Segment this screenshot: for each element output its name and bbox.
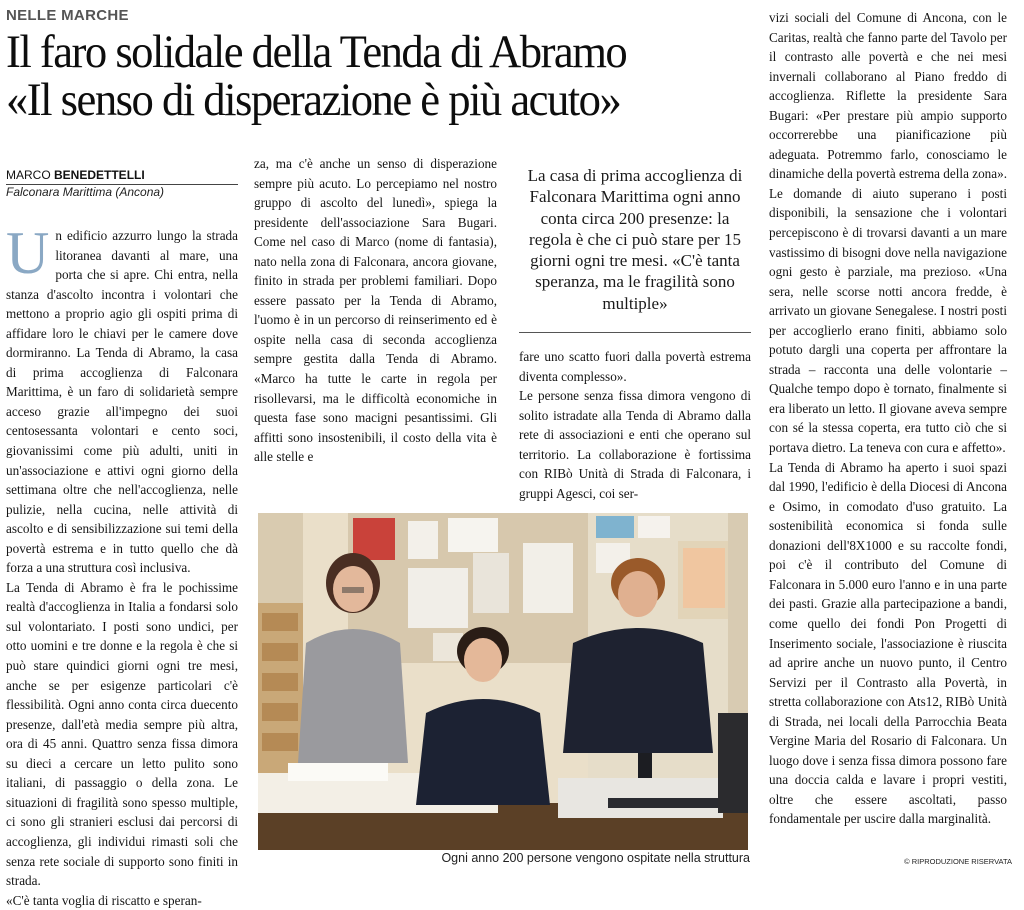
column-paragraph: La Tenda di Abramo ha aperto i suoi spazi dal 1990, l'edificio è della Diocesi di Ancona e Osimo, in comodato d'uso gratuito. La sostenibilità economica si fonda sulle donazioni dell'8X1000 e su raccolte fondi, poi c'è il contributo del Comune di Falconara in 5.000 euro l'anno e in una parte dei pasti. Grazie alla partecipazione a bandi, come quello dei fondi Pon Progetti di Inserimento sociale, l'associazione è riuscita ad aprire anche un nuovo punto, il Centro Servizi per il Contrasto alla Povertà, in stretta collaborazione con Ats12, RIBò Unità di Strada, nei locali della Parrocchia Beata Vergine Maria del Rosario di Falconara. Un luogo dove i senza fissa dimora possono fare una doccia calda e lavare i propri vestiti, oltre che essere ascoltati, passo fondamentale per uscire dalla marginalità. <box>769 459 1007 827</box>
byline-place: Falconara Marittima (Ancona) <box>6 185 165 199</box>
drop-cap: U <box>6 220 50 286</box>
article-column-2 <box>254 154 497 494</box>
column-paragraph: La Tenda di Abramo è fra le pochissime realtà d'accoglienza in Italia a fondarsi solo sul volontariato. I posti sono undici, per otto uomini e tre donne e la regola è che si può stare quindici giorni ogni tre mesi, anche se per esigenze particolari c'è flessibilità. Ogni anno conta circa duecento presenze, dall'età media sempre più altra, ora di 45 anni. Quattro senza fissa dimora su dieci a cercare un letto pulito sono italiani, di passaggio o della zona. Le situazioni di fragilità sono spesso multiple, ci sono gli stranieri esclusi dai percorsi di accoglienza, gli individui rimasti soli che senza rete sociale di supporto sono finiti in strada. <box>6 579 238 889</box>
photo-caption: Ogni anno 200 persone vengono ospitate nella struttura <box>441 851 750 865</box>
article-photo <box>258 513 748 850</box>
column-paragraph: fare uno scatto fuori dalla povertà estrema diventa complesso». <box>519 349 751 384</box>
column-paragraph: Le persone senza fissa dimora vengono di solito istradate alla Tenda di Abramo dalla rete di associazioni e enti che operano sul territorio. La collaborazione è fortissima con RIBò Unità di Strada di Falconara, i gruppi Agesci, coi ser- <box>519 388 751 501</box>
headline-line-1: Il faro solidale della Tenda di Abramo <box>6 26 627 78</box>
article-column-1 <box>6 220 238 908</box>
column-paragraph: za, ma c'è anche un senso di disperazione sempre più acuto. Lo percepiamo nel nostro gruppo di ascolto del lunedì», spiega la presidente dell'associazione Sara Bugari. Come nel caso di Marco (nome di fantasia), nato nella zona di Falconara, ancora giovane, finito in strada per problemi familiari. Dopo essere passato per la Tenda di Abramo, l'uomo è in un percorso di reinserimento ed è ospite nella casa di seconda accoglienza sempre gestita dalla Tenda di Abramo. «Marco ha tutte le carte in regola per risollevarsi, ma le difficoltà economiche in questa fase sono macigni pesantissimi. Gli affitti sono insostenibili, il costo della vita è alle stelle e <box>254 156 497 465</box>
author-last-name: BENEDETTELLI <box>54 168 145 182</box>
section-kicker: NELLE MARCHE <box>6 7 129 24</box>
copyright-notice: © RIPRODUZIONE RISERVATA <box>904 857 1012 866</box>
byline-author <box>6 168 145 182</box>
headline-line-2: «Il senso di disperazione è più acuto» <box>6 74 621 126</box>
column-paragraph: «C'è tanta voglia di riscatto e speran- <box>6 892 202 908</box>
column-paragraph: n edificio azzurro lungo la strada litoranea davanti al mare, una porta che si apre. Chi entra, nella stanza d'ascolto incontra i volontari che mettono a proprio agio gli ospiti prima di affidare loro le chiavi per le camere dove dormiranno. La Tenda di Abramo, la casa di prima accoglienza di Falconara Marittima, è un faro di solidarietà sempre acceso grazie all'impegno dei suoi centosessanta volontari e cento soci, giovanissimi come più adulti, uniti in un'associazione e attivi ogni giorno della settimana oltre che nell'accoglienza, nelle pulizie, nella cucina, nelle attività di ascolto e di sensibilizzazione sui temi della povertà estrema e in tutto quello che dà forza a una struttura così inclusiva. <box>6 228 238 576</box>
pull-quote: La casa di prima accoglienza di Falconara Marittima ogni anno conta circa 200 presenze: la regola è che ci può stare per 15 giorni ogni tre mesi. «C'è tanta speranza, ma le fragilità sono multiple» <box>527 166 743 313</box>
pull-quote-divider <box>519 332 751 333</box>
article-column-4 <box>769 8 1007 830</box>
headline <box>6 28 723 124</box>
column-paragraph: vizi sociali del Comune di Ancona, con le Caritas, realtà che fanno parte del Tavolo per il contrasto alle povertà e che nei mesi invernali collaborano al Piano freddo di accoglienza. Riflette la presidente Sara Bugari: «Per prestare più ampio supporto occorrerebbe una pianificazione più adeguata. Potremmo farlo, conosciamo le dinamiche della povertà estrema della zona». Le domande di aiuto superano i posti disponibili, la sensazione che i volontari percepiscono è di trovarsi davanti a un mare vastissimo di bisogni dove nella navigazione ogni gesto è parziale, ma prezioso. «Una sera, nelle scorse notti ancora fredde, è arrivato un giovane Senegalese. I nostri posti per accoglierlo erano finiti, abbiamo solo potuto dargli una coperta per affrontare la strada – racconta una delle volontarie – Qualche tempo dopo è tornato, finalmente si era liberato un letto. Il giovane aveva sempre con sé la stessa coperta, era tutto ciò che si portava dietro. La teneva con cura e affetto». <box>769 10 1008 456</box>
author-first-name: MARCO <box>6 168 51 182</box>
photo-illustration <box>258 513 748 850</box>
article-column-3 <box>519 347 751 501</box>
